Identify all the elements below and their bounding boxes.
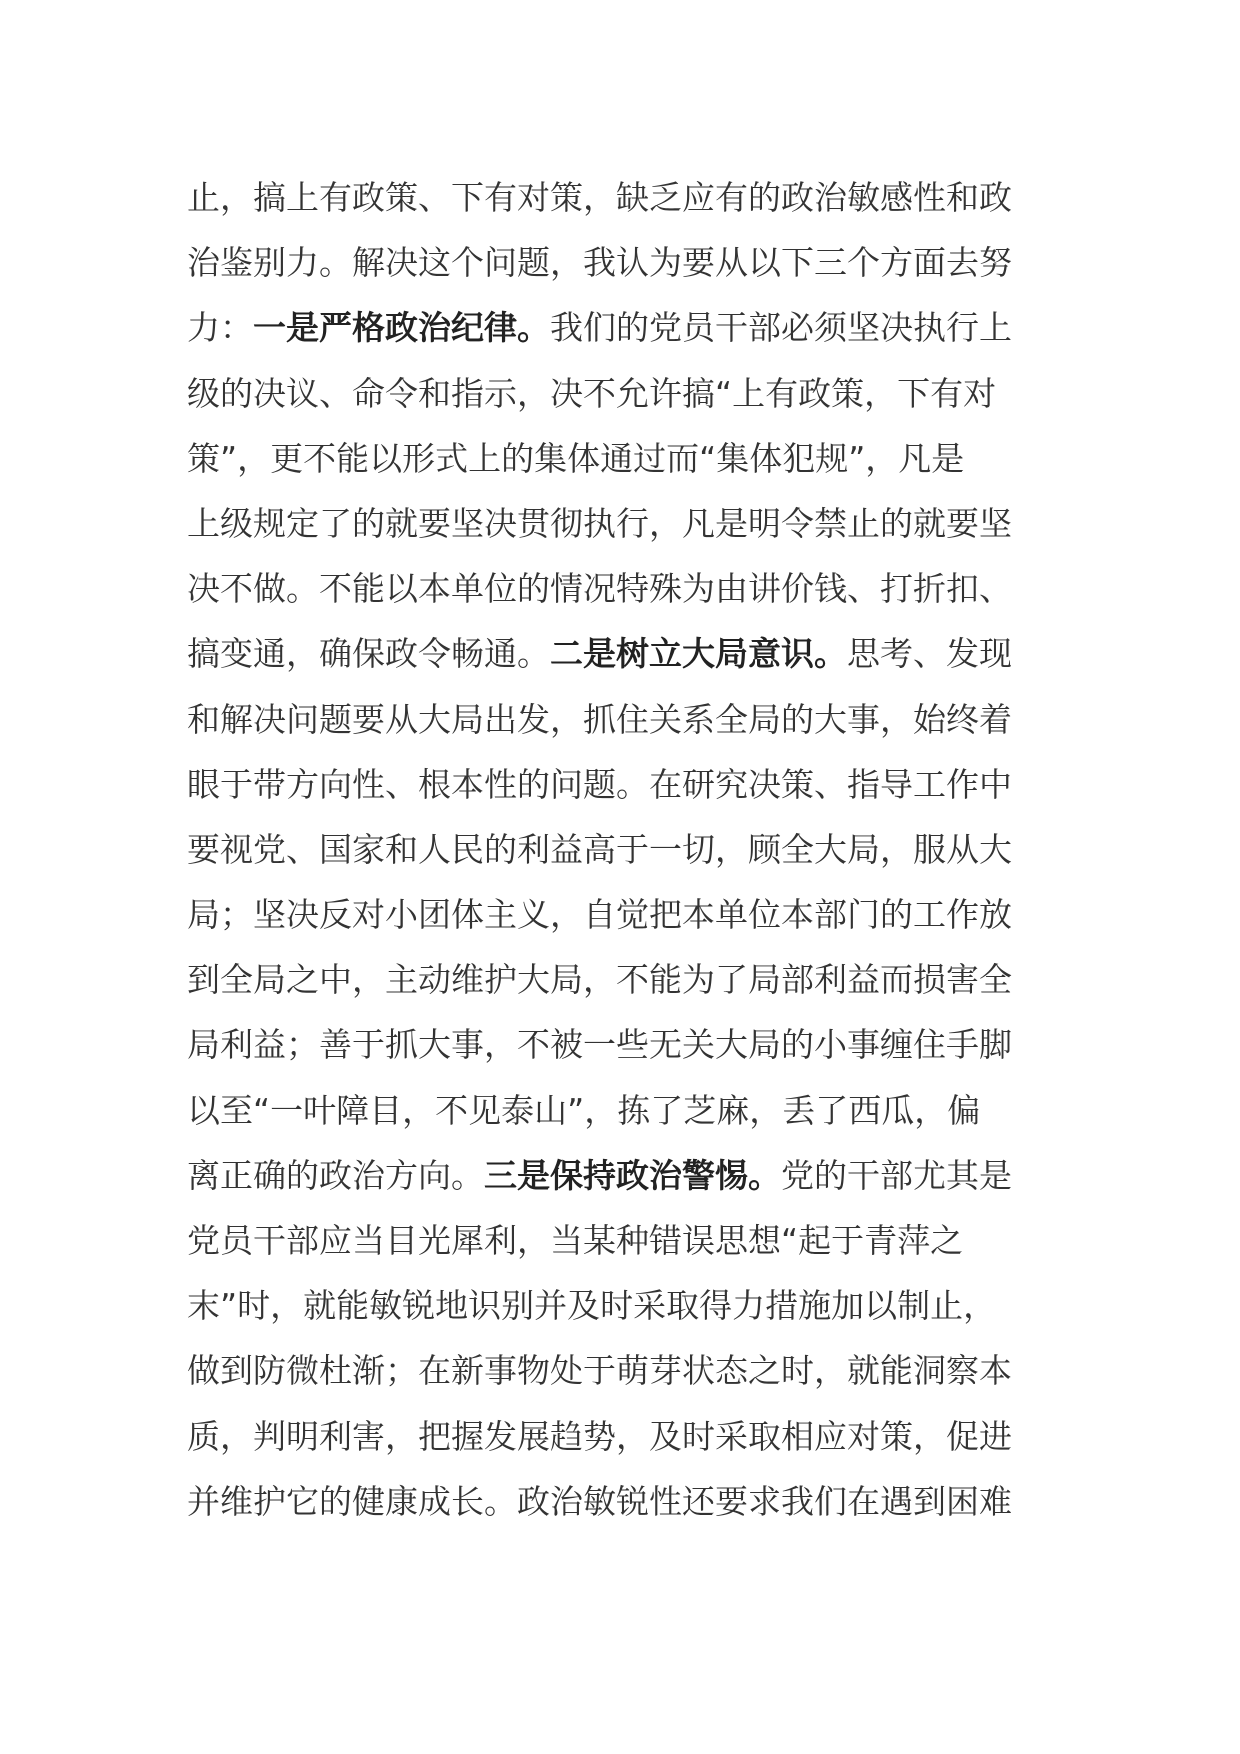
text-line: [187, 1208, 1057, 1273]
text-segment: 上级规定了的就要坚决贯彻执行，凡是明令禁止的就要坚: [187, 503, 1012, 543]
text-line: [187, 817, 1057, 882]
text-line: [187, 687, 1057, 752]
text-segment: 到全局之中，主动维护大局，不能为了局部利益而损害全: [187, 960, 1012, 1000]
text-line: [187, 295, 1057, 360]
text-segment: 以至“一叶障目，不见泰山”，拣了芝麻，丢了西瓜，偏: [187, 1090, 981, 1130]
bold-heading-segment: 二是树立大局意识。: [550, 634, 847, 674]
text-segment: 止，搞上有政策、下有对策，缺乏应有的政治敏感性和政: [187, 178, 1012, 217]
text-line: [187, 752, 1057, 817]
text-line: [187, 947, 1057, 1012]
text-line: [187, 1078, 1057, 1143]
text-segment: 质，判明利害，把握发展趋势，及时采取相应对策，促进: [187, 1416, 1012, 1456]
text-line: [187, 882, 1057, 947]
body-paragraph: [187, 165, 1057, 1534]
text-line: [187, 1012, 1057, 1077]
text-segment: 局；坚决反对小团体主义，自觉把本单位本部门的工作放: [187, 895, 1012, 935]
text-line: [187, 361, 1057, 426]
text-segment: 眼于带方向性、根本性的问题。在研究决策、指导工作中: [187, 764, 1012, 804]
text-segment: 做到防微杜渐；在新事物处于萌芽状态之时，就能洞察本: [187, 1351, 1012, 1391]
text-line: [187, 165, 1057, 230]
text-segment: 思考、发现: [847, 634, 1012, 674]
text-segment: 党员干部应当目光犀利，当某种错误思想“起于青萍之: [187, 1221, 964, 1260]
text-line: [187, 426, 1057, 491]
text-segment: 搞变通，确保政令畅通。: [187, 634, 550, 674]
text-line: [187, 1338, 1057, 1403]
text-segment: 要视党、国家和人民的利益高于一切，顾全大局，服从大: [187, 829, 1012, 869]
text-segment: 并维护它的健康成长。政治敏锐性还要求我们在遇到困难: [187, 1481, 1012, 1521]
text-segment: 策”，更不能以形式上的集体通过而“集体犯规”，凡是: [187, 438, 965, 478]
bold-heading-segment: 一是严格政治纪律。: [253, 308, 550, 348]
text-segment: 党的干部尤其是: [781, 1155, 1012, 1195]
text-line: [187, 621, 1057, 686]
text-segment: 我们的党员干部必须坚决执行上: [550, 308, 1012, 348]
text-line: [187, 1143, 1057, 1208]
text-segment: 局利益；善于抓大事，不被一些无关大局的小事缠住手脚: [187, 1025, 1012, 1065]
text-line: [187, 1404, 1057, 1469]
text-segment: 离正确的政治方向。: [187, 1155, 484, 1195]
text-line: [187, 1273, 1057, 1338]
text-line: [187, 1469, 1057, 1534]
text-segment: 决不做。不能以本单位的情况特殊为由讲价钱、打折扣、: [187, 569, 1012, 609]
text-segment: 力：: [187, 308, 253, 348]
text-line: [187, 556, 1057, 621]
text-line: [187, 230, 1057, 295]
text-line: [187, 491, 1057, 556]
text-segment: 末”时，就能敏锐地识别并及时采取得力措施加以制止，: [187, 1286, 997, 1326]
text-segment: 级的决议、命令和指示，决不允许搞“上有政策，下有对: [187, 373, 997, 413]
text-segment: 治鉴别力。解决这个问题，我认为要从以下三个方面去努: [187, 243, 1012, 283]
text-segment: 和解决问题要从大局出发，抓住关系全局的大事，始终着: [187, 699, 1012, 739]
bold-heading-segment: 三是保持政治警惕。: [484, 1155, 781, 1195]
